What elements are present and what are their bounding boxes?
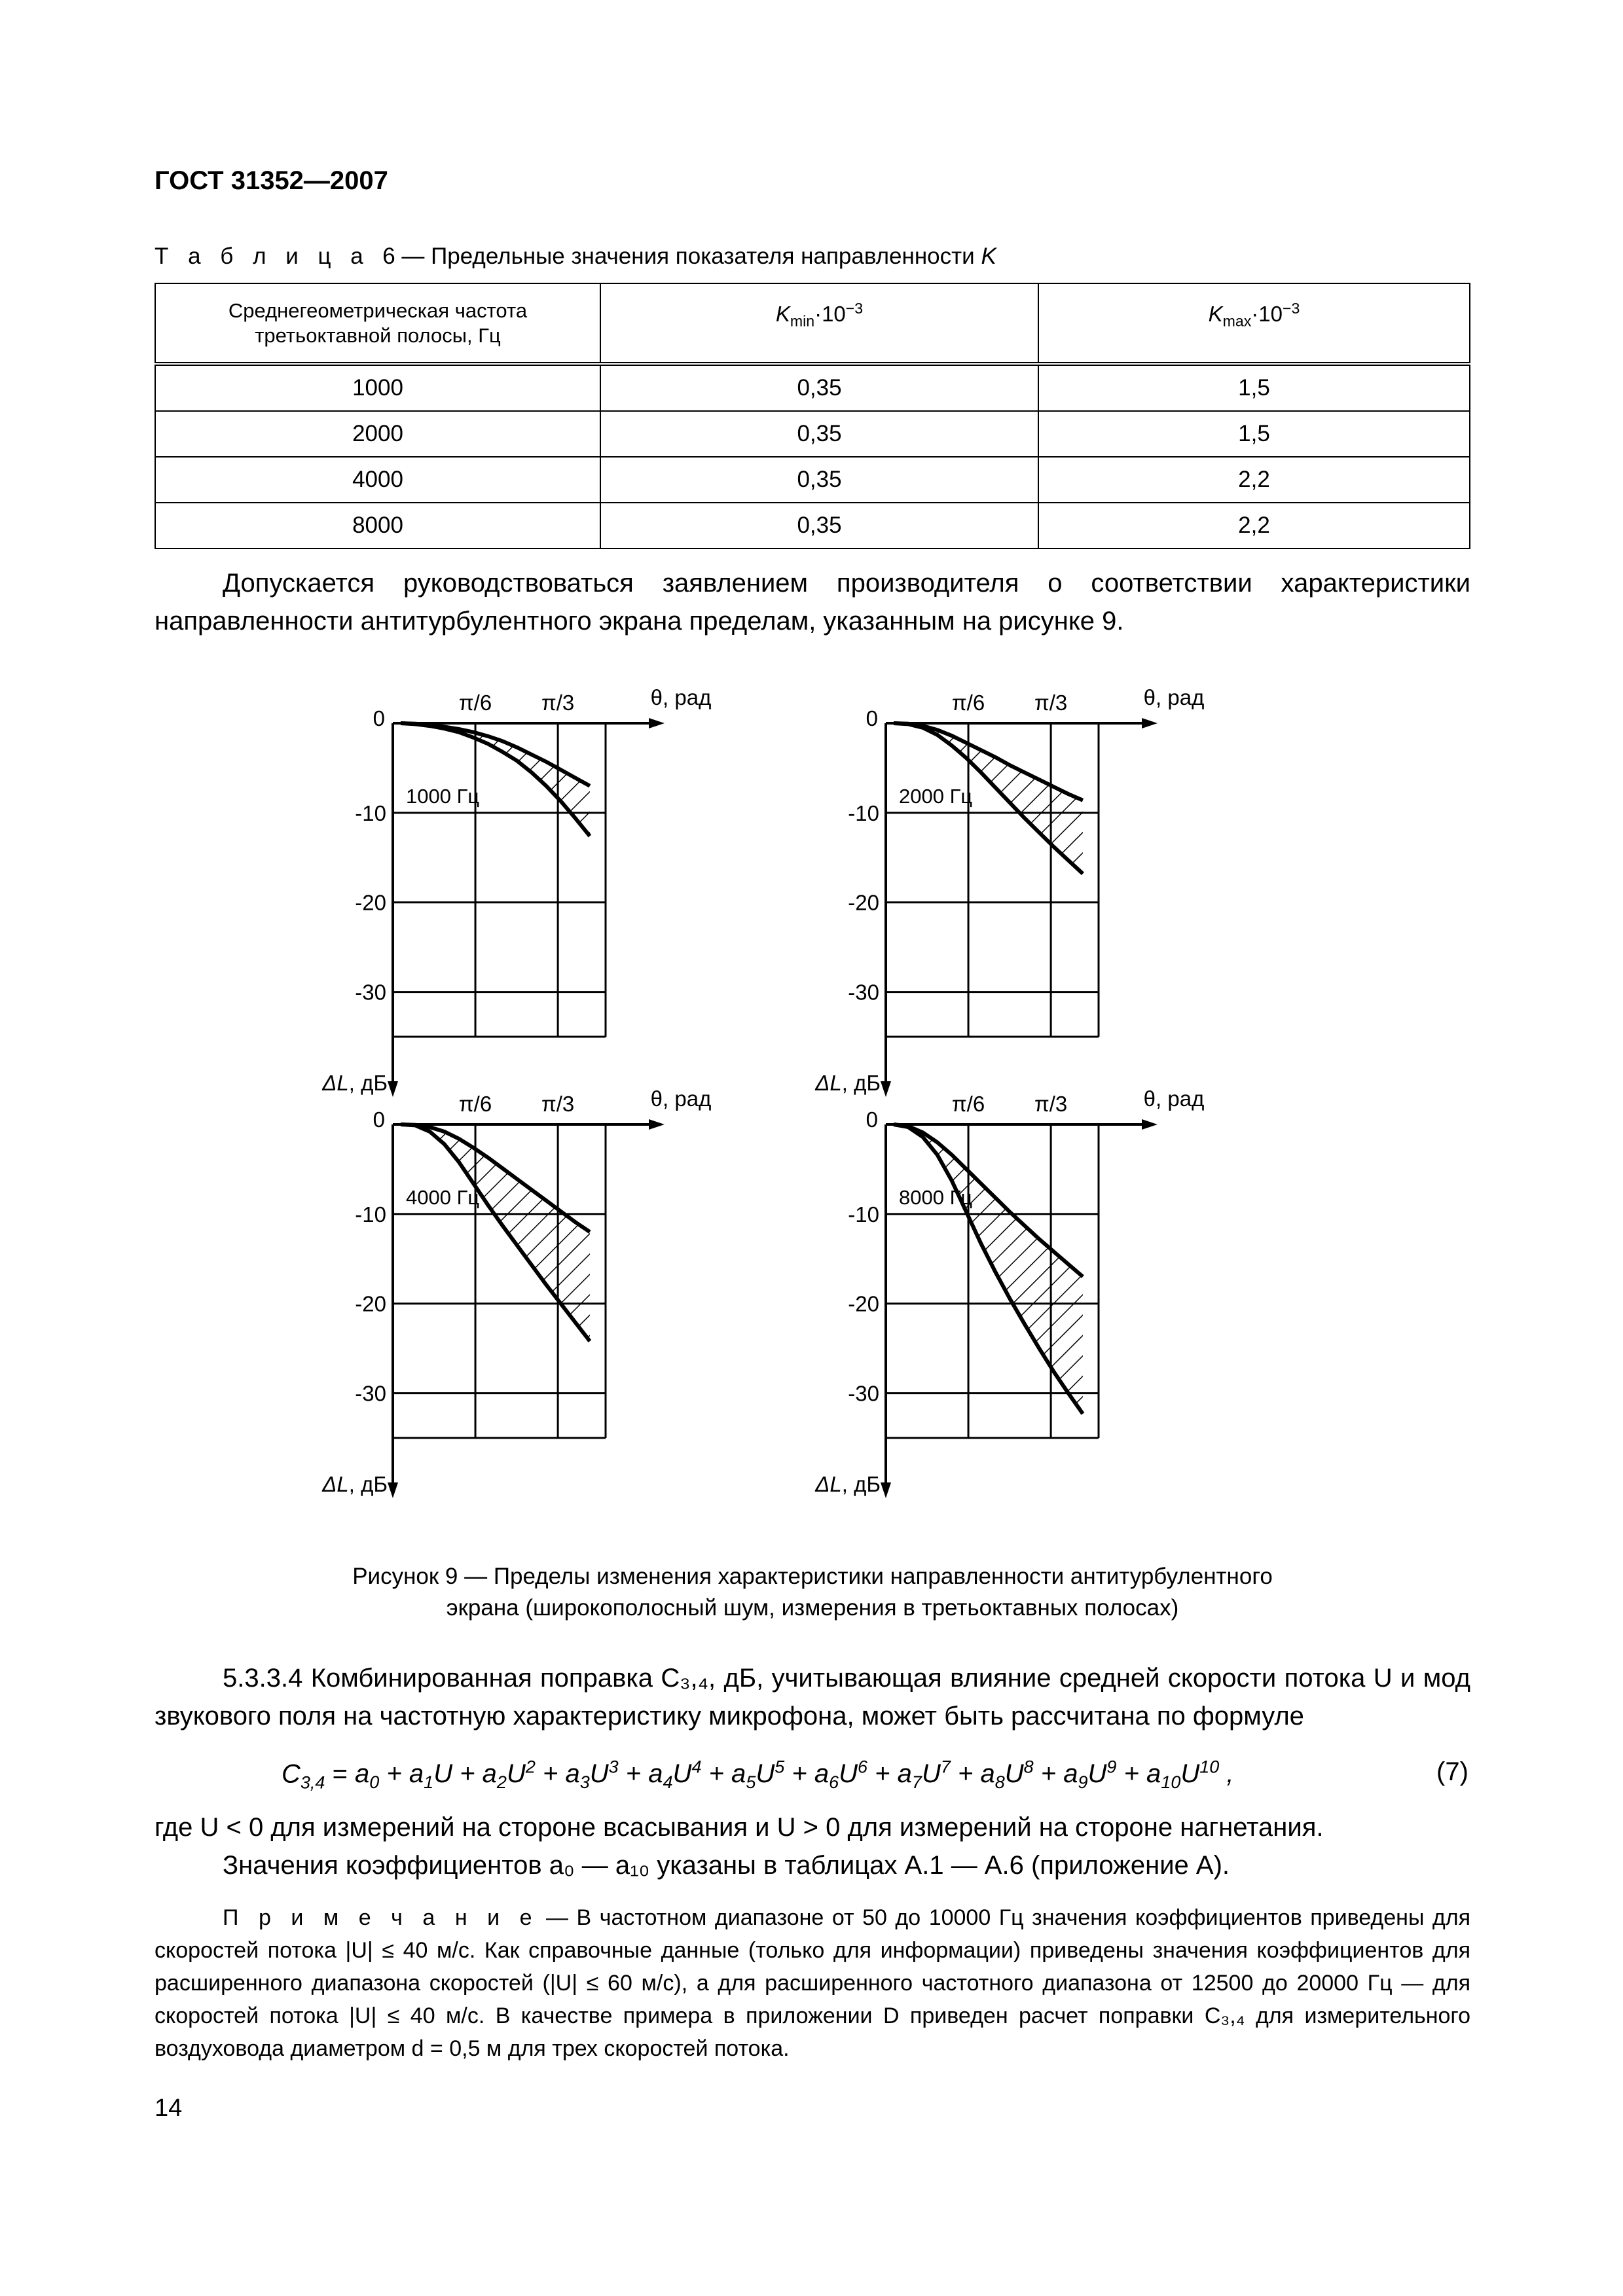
- header-kmin-exp: −3: [845, 300, 864, 317]
- cell-kmax: 2,2: [1038, 457, 1470, 503]
- directivity-panel: [814, 1086, 1204, 1498]
- formula-number: (7): [1436, 1757, 1468, 1786]
- directivity-panel: [814, 685, 1204, 1097]
- x-tick-label: π/6: [458, 691, 492, 715]
- cell-kmin: 0,35: [600, 503, 1038, 548]
- formula-7: [282, 1757, 1234, 1793]
- note-label: П р и м е ч а н и е: [223, 1905, 538, 1930]
- x-axis-arrow: [649, 718, 665, 728]
- formula-lhs: C: [282, 1759, 301, 1789]
- header-kmax-symbol: K: [1208, 302, 1223, 326]
- y-axis-label: ΔL, дБ: [322, 1071, 388, 1095]
- paragraph-where: где U < 0 для измерений на стороне всасывания и U > 0 для измерений на стороне нагнетания.: [155, 1813, 1324, 1842]
- directivity-panel: [321, 1086, 711, 1498]
- y-tick-label: -20: [355, 1291, 386, 1316]
- figure-caption-line1: Рисунок 9 — Пределы изменения характеристики направленности антитурбулентного: [352, 1564, 1273, 1589]
- table-caption-label: Т а б л и ц а: [155, 243, 370, 269]
- panel-frequency-label: 2000 Гц: [899, 785, 973, 808]
- panel-frequency-label: 4000 Гц: [406, 1186, 480, 1209]
- cell-frequency: 2000: [155, 411, 600, 457]
- x-tick-label: π/6: [458, 1092, 492, 1116]
- figure-caption-line2: экрана (широкополосный шум, измерения в третьоктавных полосах): [446, 1595, 1179, 1621]
- x-tick-label: π/3: [541, 1092, 575, 1116]
- x-axis-arrow: [1142, 1119, 1158, 1130]
- cell-frequency: 1000: [155, 364, 600, 411]
- y-tick-label: -10: [355, 800, 386, 825]
- x-axis-label: θ, рад: [1143, 1086, 1205, 1111]
- x-tick-label: π/3: [1034, 691, 1068, 715]
- y-axis-arrow: [881, 1081, 891, 1097]
- cell-frequency: 4000: [155, 457, 600, 503]
- x-axis-arrow: [649, 1119, 665, 1130]
- y-axis-arrow: [881, 1482, 891, 1498]
- cell-kmin: 0,35: [600, 411, 1038, 457]
- cell-kmax: 2,2: [1038, 503, 1470, 548]
- header-kmin-symbol: K: [775, 302, 790, 326]
- directivity-panel: [321, 685, 711, 1097]
- paragraph-5-3-3-4: 5.3.3.4 Комбинированная поправка C₃,₄, дБ, учитывающая влияние средней скорости потока U и мод звукового поля на частотную характеристику микрофона, может быть рассчитана по формуле: [155, 1664, 1470, 1731]
- x-axis-label: θ, рад: [650, 1086, 712, 1111]
- paragraph-manufacturer-statement: Допускается руководствоваться заявлением производителя о соответствии характеристики направленности антитурбулентного экрана пределам, указанным на рисунке 9.: [155, 569, 1470, 636]
- x-tick-label: π/3: [1034, 1092, 1068, 1116]
- limit-band: [401, 1124, 590, 1341]
- paragraph-coefficients: Значения коэффициентов a₀ — a₁₀ указаны в таблицах А.1 — А.6 (приложение А).: [223, 1851, 1230, 1880]
- y-tick-label: -10: [355, 1202, 386, 1227]
- table-caption-symbol: K: [981, 243, 996, 269]
- y-tick-label: 0: [373, 1107, 385, 1132]
- y-tick-label: -30: [848, 980, 879, 1005]
- y-tick-label: -20: [848, 1291, 879, 1316]
- y-tick-label: -30: [355, 980, 386, 1005]
- header-kmin-mult: ·10: [814, 302, 846, 326]
- y-axis-label: ΔL, дБ: [815, 1472, 881, 1496]
- header-kmax-exp: −3: [1283, 300, 1300, 317]
- formula-polynomial: $a_0 + a_1U + a_2U^2 + a_3U^3 + a_4U^4 + a_5U^5 + a_6U^6 + a_7U^7 + a_8U^8 + a_9U^9 + a_{10}U^{10}$ ,: [355, 1757, 1234, 1793]
- y-tick-label: -30: [355, 1381, 386, 1406]
- document-header: ГОСТ 31352—2007: [155, 166, 388, 195]
- y-axis-label: ΔL, дБ: [815, 1071, 881, 1095]
- header-frequency-line2: третьоктавной полосы, Гц: [255, 323, 501, 347]
- formula-equals: =: [332, 1759, 348, 1789]
- note-block: [155, 1901, 1470, 2065]
- note-text: — В частотном диапазоне от 50 до 10000 Гц значения коэффициентов приведены для скоростей потока |U| ≤ 40 м/с. Как справочные данные (только для информации) приведены значения коэффициентов для расширенного диапазона скоростей (|U| ≤ 60 м/с), а для расширенного частотного диапазона от 12500 до 20000 Гц — для скоростей потока |U| ≤ 40 м/с. В качестве примера в приложении D приведен расчет поправки C₃,₄ для измерительного воздуховода диаметром d = 0,5 м для трех скоростей потока.: [155, 1905, 1470, 2061]
- x-axis-arrow: [1142, 718, 1158, 728]
- x-tick-label: π/6: [951, 1092, 985, 1116]
- header-kmax-mult: ·10: [1251, 302, 1283, 326]
- x-axis-label: θ, рад: [1143, 685, 1205, 709]
- table-caption-text: 6 — Предельные значения показателя направленности: [382, 243, 975, 269]
- x-axis-label: θ, рад: [650, 685, 712, 709]
- x-tick-label: π/6: [951, 691, 985, 715]
- panel-frequency-label: 8000 Гц: [899, 1186, 973, 1209]
- y-tick-label: 0: [866, 1107, 878, 1132]
- header-kmin-sub: min: [790, 312, 815, 330]
- y-tick-label: -20: [355, 890, 386, 915]
- panel-frequency-label: 1000 Гц: [406, 785, 480, 808]
- x-tick-label: π/3: [541, 691, 575, 715]
- cell-kmax: 1,5: [1038, 364, 1470, 411]
- y-axis-arrow: [388, 1081, 398, 1097]
- y-tick-label: -20: [848, 890, 879, 915]
- y-tick-label: 0: [373, 706, 385, 730]
- header-frequency-line1: Среднегеометрическая частота: [228, 298, 528, 322]
- y-tick-label: -10: [848, 800, 879, 825]
- cell-kmax: 1,5: [1038, 411, 1470, 457]
- y-tick-label: -10: [848, 1202, 879, 1227]
- header-kmax-sub: max: [1222, 312, 1252, 330]
- y-tick-label: -30: [848, 1381, 879, 1406]
- y-axis-arrow: [388, 1482, 398, 1498]
- cell-kmin: 0,35: [600, 364, 1038, 411]
- cell-frequency: 8000: [155, 503, 600, 548]
- page-number: 14: [155, 2094, 183, 2122]
- formula-lhs-sub: 3,4: [300, 1772, 325, 1793]
- cell-kmin: 0,35: [600, 457, 1038, 503]
- y-axis-label: ΔL, дБ: [322, 1472, 388, 1496]
- y-tick-label: 0: [866, 706, 878, 730]
- figure-caption: [155, 1561, 1470, 1624]
